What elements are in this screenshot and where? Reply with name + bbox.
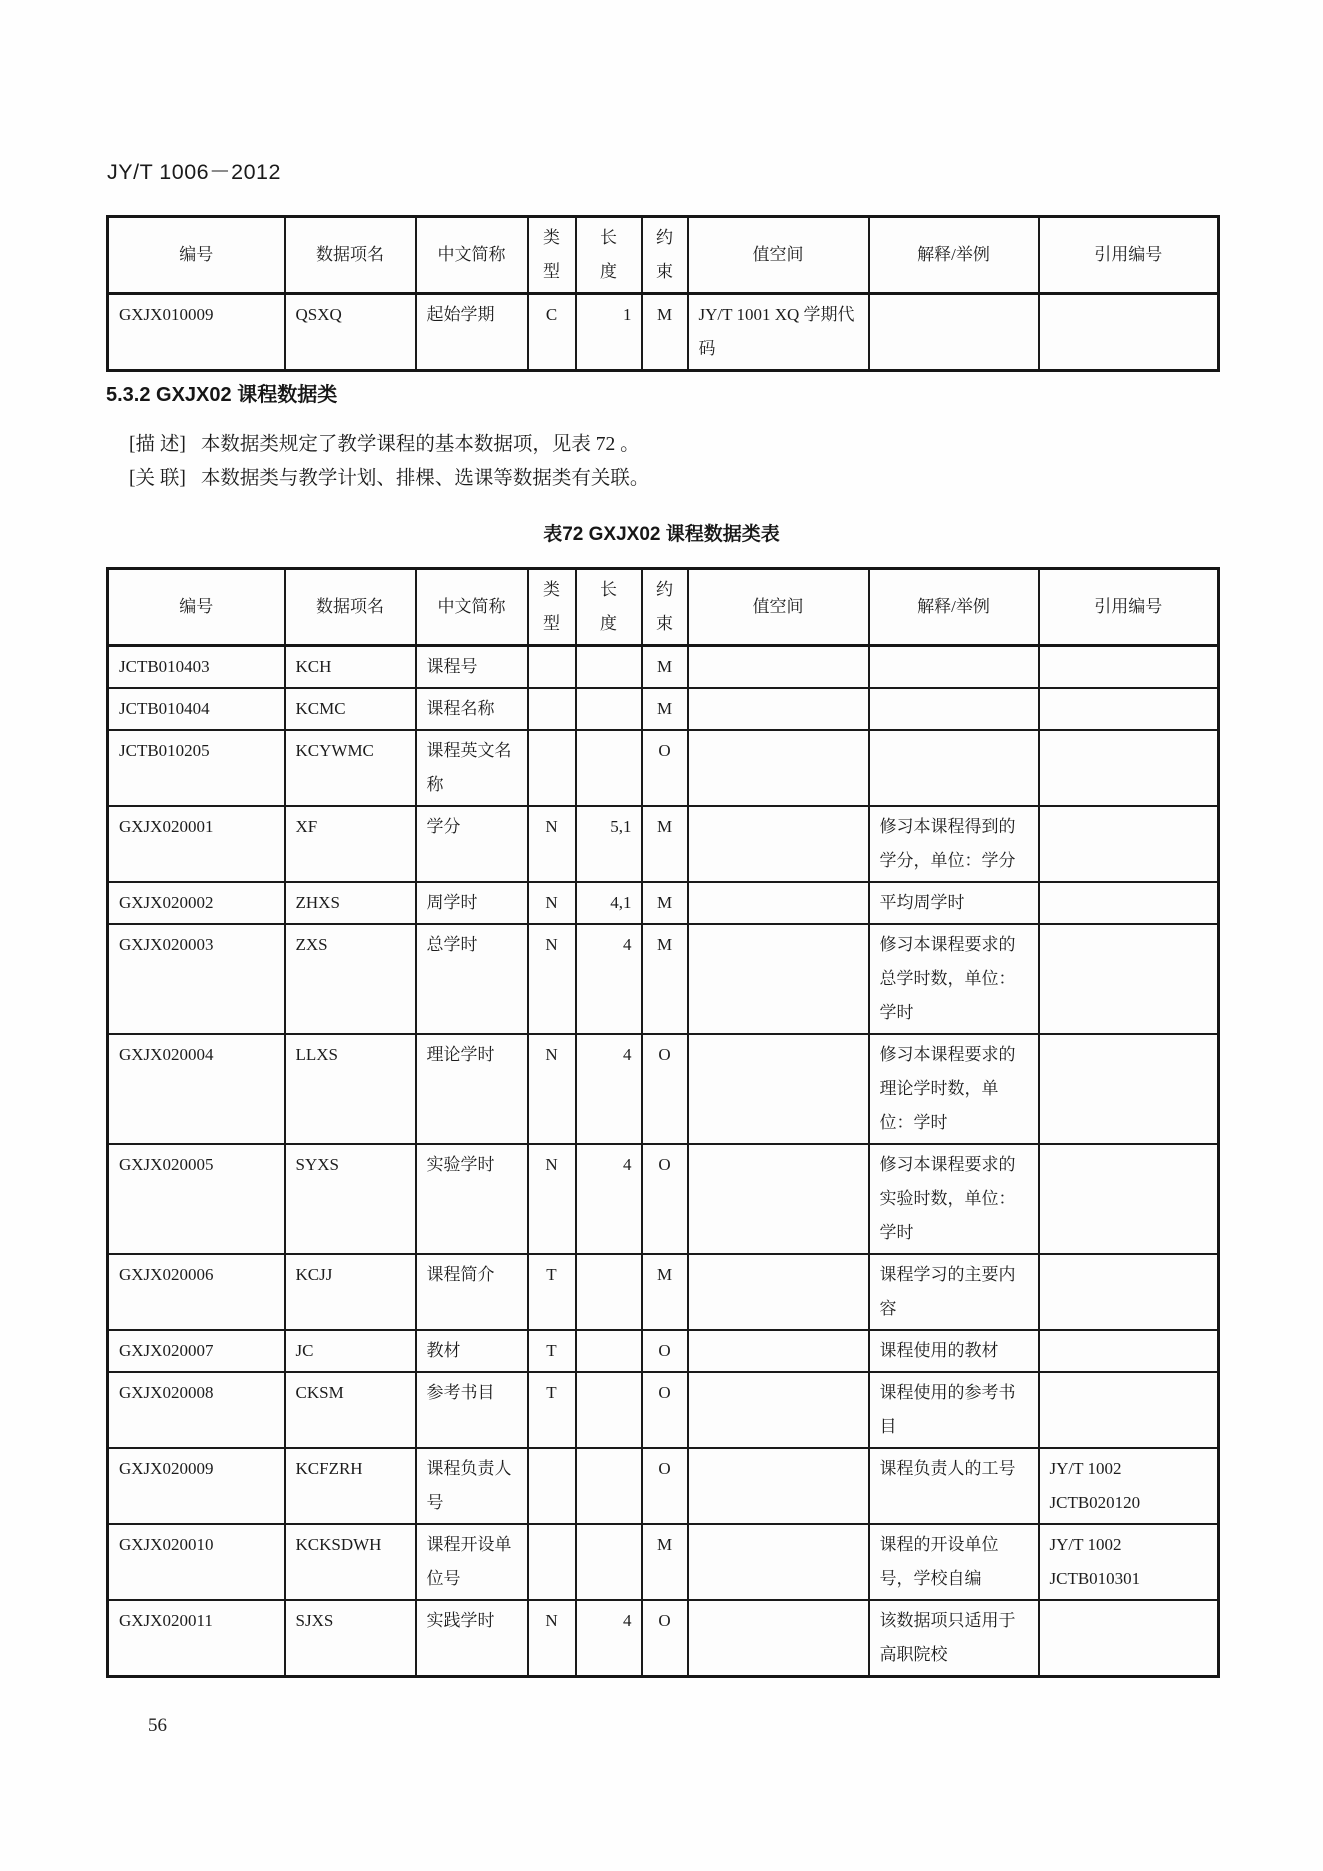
cell-ref-id (1039, 1600, 1219, 1677)
cell-constraint: M (642, 924, 688, 1034)
cell-explanation: 该数据项只适用于高职院校 (869, 1600, 1039, 1677)
cell-value-space (688, 1330, 869, 1372)
cell-constraint: O (642, 1448, 688, 1524)
cell-id: GXJX020010 (108, 1524, 285, 1600)
cell-constraint: M (642, 646, 688, 689)
cell-length: 1 (576, 294, 642, 371)
cell-type: N (528, 882, 576, 924)
cell-ref-id (1039, 294, 1219, 371)
table-row (108, 646, 1219, 689)
col-header-constraint (642, 217, 688, 294)
col-header-length-label: 长度 (600, 228, 617, 281)
cell-ref-id (1039, 1330, 1219, 1372)
cell-explanation (869, 294, 1039, 371)
cell-cn-abbr: 理论学时 (416, 1034, 528, 1144)
cell-value-space (688, 882, 869, 924)
cell-type (528, 688, 576, 730)
col-header-item-name: 数据项名 (285, 569, 416, 646)
cell-id: GXJX010009 (108, 294, 285, 371)
table-row (108, 806, 1219, 882)
description-label: [描 述] (129, 434, 186, 455)
cell-item-name: KCJJ (285, 1254, 416, 1330)
cell-value-space (688, 924, 869, 1034)
cell-cn-abbr: 参考书目 (416, 1372, 528, 1448)
col-header-explanation: 解释/举例 (869, 569, 1039, 646)
cell-length (576, 1330, 642, 1372)
cell-value-space (688, 1524, 869, 1600)
cell-item-name: JC (285, 1330, 416, 1372)
cell-value-space (688, 1372, 869, 1448)
cell-ref-id (1039, 1034, 1219, 1144)
table-row (108, 1254, 1219, 1330)
cell-cn-abbr: 课程开设单位号 (416, 1524, 528, 1600)
cell-type (528, 1448, 576, 1524)
col-header-constraint-label: 约束 (656, 580, 673, 633)
cell-explanation: 修习本课程得到的学分，单位：学分 (869, 806, 1039, 882)
cell-cn-abbr: 学分 (416, 806, 528, 882)
table-row (108, 1600, 1219, 1677)
cell-constraint: O (642, 1144, 688, 1254)
table72-title: 表72 GXJX02 课程数据类表 (543, 524, 780, 545)
cell-constraint: O (642, 1034, 688, 1144)
table-header (108, 217, 1219, 294)
cell-id: GXJX020008 (108, 1372, 285, 1448)
cell-constraint: O (642, 1600, 688, 1677)
cell-length: 4 (576, 1034, 642, 1144)
cell-constraint: M (642, 806, 688, 882)
cell-ref-id (1039, 806, 1219, 882)
cell-cn-abbr: 教材 (416, 1330, 528, 1372)
cell-value-space (688, 688, 869, 730)
cell-id: GXJX020009 (108, 1448, 285, 1524)
cell-value-space (688, 806, 869, 882)
cell-explanation: 平均周学时 (869, 882, 1039, 924)
cell-id: GXJX020003 (108, 924, 285, 1034)
course-data-table-body (108, 646, 1219, 1677)
cell-id: GXJX020005 (108, 1144, 285, 1254)
cell-value-space (688, 730, 869, 806)
cell-id: JCTB010205 (108, 730, 285, 806)
cell-type: N (528, 1144, 576, 1254)
cell-length: 5,1 (576, 806, 642, 882)
cell-explanation: 修习本课程要求的实验时数，单位：学时 (869, 1144, 1039, 1254)
table-row (108, 924, 1219, 1034)
cell-constraint: O (642, 1330, 688, 1372)
cell-item-name: XF (285, 806, 416, 882)
col-header-length (576, 569, 642, 646)
col-header-cn-abbr: 中文简称 (416, 217, 528, 294)
cell-item-name: KCMC (285, 688, 416, 730)
cell-cn-abbr: 课程名称 (416, 688, 528, 730)
cell-length (576, 1254, 642, 1330)
cell-type: N (528, 806, 576, 882)
cell-cn-abbr: 课程号 (416, 646, 528, 689)
col-header-item-name: 数据项名 (285, 217, 416, 294)
cell-item-name: ZHXS (285, 882, 416, 924)
col-header-constraint (642, 569, 688, 646)
header-row (108, 217, 1219, 294)
standard-number: JY/T 1006－2012 (107, 160, 281, 184)
cell-constraint: O (642, 730, 688, 806)
cell-type (528, 1524, 576, 1600)
cell-cn-abbr: 课程简介 (416, 1254, 528, 1330)
cell-ref-id: JY/T 1002 JCTB010301 (1039, 1524, 1219, 1600)
cell-constraint: M (642, 294, 688, 371)
continuation-table (106, 215, 1220, 372)
cell-ref-id: JY/T 1002 JCTB020120 (1039, 1448, 1219, 1524)
page-number: 56 (148, 1715, 167, 1736)
cell-type: C (528, 294, 576, 371)
continuation-table-body (108, 294, 1219, 371)
relation-text: 本数据类与教学计划、排棵、选课等数据类有关联。 (200, 468, 650, 489)
cell-length: 4,1 (576, 882, 642, 924)
cell-item-name: KCYWMC (285, 730, 416, 806)
cell-length (576, 1524, 642, 1600)
cell-value-space (688, 646, 869, 689)
cell-explanation: 课程使用的教材 (869, 1330, 1039, 1372)
cell-explanation: 修习本课程要求的理论学时数，单位：学时 (869, 1034, 1039, 1144)
col-header-type (528, 569, 576, 646)
cell-id: JCTB010403 (108, 646, 285, 689)
cell-value-space (688, 1144, 869, 1254)
cell-id: GXJX020001 (108, 806, 285, 882)
cell-cn-abbr: 实验学时 (416, 1144, 528, 1254)
cell-length: 4 (576, 1600, 642, 1677)
col-header-constraint-label: 约束 (656, 228, 673, 281)
cell-length (576, 1372, 642, 1448)
cell-explanation: 课程负责人的工号 (869, 1448, 1039, 1524)
table-row (108, 730, 1219, 806)
header-row (108, 569, 1219, 646)
col-header-cn-abbr: 中文简称 (416, 569, 528, 646)
description-paragraph (129, 428, 640, 456)
cell-explanation (869, 688, 1039, 730)
section-heading: 5.3.2 GXJX02 课程数据类 (106, 384, 338, 406)
cell-value-space (688, 1600, 869, 1677)
cell-cn-abbr: 课程负责人号 (416, 1448, 528, 1524)
table-header (108, 569, 1219, 646)
cell-id: GXJX020002 (108, 882, 285, 924)
cell-length (576, 646, 642, 689)
cell-id: JCTB010404 (108, 688, 285, 730)
cell-type: T (528, 1254, 576, 1330)
cell-id: GXJX020006 (108, 1254, 285, 1330)
cell-constraint: M (642, 1254, 688, 1330)
col-header-id: 编号 (108, 569, 285, 646)
relation-label: [关 联] (129, 468, 186, 489)
cell-cn-abbr: 总学时 (416, 924, 528, 1034)
cell-length: 4 (576, 924, 642, 1034)
cell-type: N (528, 924, 576, 1034)
cell-length: 4 (576, 1144, 642, 1254)
cell-constraint: M (642, 688, 688, 730)
table-row (108, 1144, 1219, 1254)
col-header-ref-id: 引用编号 (1039, 217, 1219, 294)
cell-id: GXJX020007 (108, 1330, 285, 1372)
cell-constraint: M (642, 882, 688, 924)
cell-cn-abbr: 课程英文名称 (416, 730, 528, 806)
cell-constraint: M (642, 1524, 688, 1600)
col-header-length (576, 217, 642, 294)
cell-type (528, 730, 576, 806)
cell-item-name: KCKSDWH (285, 1524, 416, 1600)
cell-cn-abbr: 实践学时 (416, 1600, 528, 1677)
table-row (108, 1330, 1219, 1372)
table-row (108, 294, 1219, 371)
col-header-value-space: 值空间 (688, 217, 869, 294)
col-header-ref-id: 引用编号 (1039, 569, 1219, 646)
table-row (108, 1372, 1219, 1448)
cell-ref-id (1039, 1144, 1219, 1254)
cell-ref-id (1039, 924, 1219, 1034)
table-row (108, 882, 1219, 924)
col-header-length-label: 长度 (600, 580, 617, 633)
cell-cn-abbr: 周学时 (416, 882, 528, 924)
cell-explanation: 课程学习的主要内容 (869, 1254, 1039, 1330)
cell-constraint: O (642, 1372, 688, 1448)
cell-item-name: SYXS (285, 1144, 416, 1254)
cell-type: T (528, 1372, 576, 1448)
col-header-type (528, 217, 576, 294)
table-row (108, 1034, 1219, 1144)
cell-explanation (869, 730, 1039, 806)
table-row (108, 1448, 1219, 1524)
col-header-type-label: 类型 (543, 580, 560, 633)
cell-ref-id (1039, 1372, 1219, 1448)
cell-explanation: 课程使用的参考书目 (869, 1372, 1039, 1448)
cell-item-name: LLXS (285, 1034, 416, 1144)
description-text: 本数据类规定了教学课程的基本数据项，见表 72 。 (200, 434, 640, 455)
cell-ref-id (1039, 730, 1219, 806)
cell-ref-id (1039, 882, 1219, 924)
cell-id: GXJX020011 (108, 1600, 285, 1677)
cell-length (576, 688, 642, 730)
cell-type: T (528, 1330, 576, 1372)
col-header-type-label: 类型 (543, 228, 560, 281)
relation-paragraph (129, 462, 649, 490)
cell-item-name: KCFZRH (285, 1448, 416, 1524)
cell-id: GXJX020004 (108, 1034, 285, 1144)
cell-type: N (528, 1600, 576, 1677)
cell-ref-id (1039, 646, 1219, 689)
cell-value-space (688, 1254, 869, 1330)
cell-item-name: CKSM (285, 1372, 416, 1448)
cell-explanation: 修习本课程要求的总学时数，单位：学时 (869, 924, 1039, 1034)
table-row (108, 1524, 1219, 1600)
cell-type (528, 646, 576, 689)
cell-type: N (528, 1034, 576, 1144)
col-header-id: 编号 (108, 217, 285, 294)
cell-value-space (688, 1034, 869, 1144)
cell-ref-id (1039, 1254, 1219, 1330)
col-header-explanation: 解释/举例 (869, 217, 1039, 294)
cell-length (576, 1448, 642, 1524)
cell-length (576, 730, 642, 806)
cell-explanation (869, 646, 1039, 689)
cell-explanation: 课程的开设单位号，学校自编 (869, 1524, 1039, 1600)
cell-item-name: ZXS (285, 924, 416, 1034)
cell-value-space (688, 1448, 869, 1524)
cell-value-space: JY/T 1001 XQ 学期代码 (688, 294, 869, 371)
course-data-table (106, 567, 1220, 1678)
cell-item-name: SJXS (285, 1600, 416, 1677)
cell-item-name: QSXQ (285, 294, 416, 371)
cell-ref-id (1039, 688, 1219, 730)
table-row (108, 688, 1219, 730)
col-header-value-space: 值空间 (688, 569, 869, 646)
cell-item-name: KCH (285, 646, 416, 689)
cell-cn-abbr: 起始学期 (416, 294, 528, 371)
